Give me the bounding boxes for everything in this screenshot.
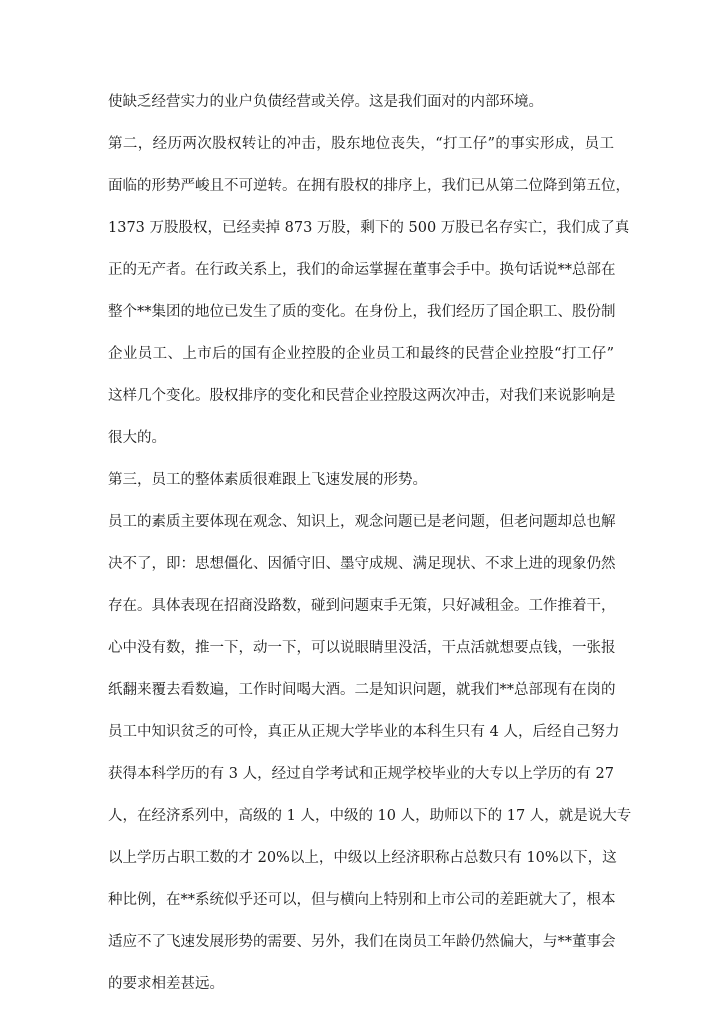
text-line: 纸翻来覆去看数遍，工作时间喝大酒。二是知识问题，就我们**总部现有在岗的 (108, 682, 616, 698)
text-line: 的要求相差甚远。 (108, 976, 224, 992)
text-line: 适应不了飞速发展形势的需要、另外，我们在岗员工年龄仍然偏大，与**董事会 (108, 934, 616, 950)
text-line: 第三，员工的整体素质很难跟上飞速发展的形势。 (108, 472, 427, 488)
text-line: 企业员工、上市后的国有企业控股的企业员工和最终的民营企业控股“打工仔” (108, 346, 614, 362)
text-line: 心中没有数，推一下，动一下，可以说眼睛里没活，干点活就想要点钱，一张报 (108, 640, 616, 656)
text-line: 存在。具体表现在招商没路数，碰到问题束手无策，只好减租金。工作推着干， (108, 598, 616, 614)
text-line: 整个**集团的地位已发生了质的变化。在身份上，我们经历了国企职工、股份制 (108, 304, 616, 320)
text-line: 员工的素质主要体现在观念、知识上，观念问题已是老问题，但老问题却总也解 (108, 514, 616, 530)
text-line: 获得本科学历的有 3 人，经过自学考试和正规学校毕业的大专以上学历的有 27 (108, 766, 614, 782)
text-line: 这样几个变化。股权排序的变化和民营企业控股这两次冲击，对我们来说影响是 (108, 388, 616, 404)
text-line: 决不了，即：思想僵化、因循守旧、墨守成规、满足现状、不求上进的现象仍然 (108, 556, 616, 572)
text-line: 人，在经济系列中，高级的 1 人，中级的 10 人，助师以下的 17 人，就是说大专 (108, 808, 632, 824)
text-line: 种比例，在**系统似乎还可以，但与横向上特别和上市公司的差距就大了，根本 (108, 892, 616, 908)
text-line: 员工中知识贫乏的可怜，真正从正规大学毕业的本科生只有 4 人，后经自己努力 (108, 724, 620, 740)
text-line: 正的无产者。在行政关系上，我们的命运掌握在董事会手中。换句话说**总部在 (108, 262, 616, 278)
text-line: 1373 万股股权，已经卖掉 873 万股，剩下的 500 万股已名存实亡，我们成了真 (108, 220, 630, 236)
text-line: 面临的形势严峻且不可逆转。在拥有股权的排序上，我们已从第二位降到第五位， (108, 178, 630, 194)
text-line: 第二，经历两次股权转让的冲击，股东地位丧失，“打工仔”的事实形成，员工 (108, 136, 614, 152)
text-line: 以上学历占职工数的才 20%以上，中级以上经济职称占总数只有 10%以下，这 (108, 850, 617, 866)
text-line: 很大的。 (108, 430, 166, 446)
text-line: 使缺乏经营实力的业户负债经营或关停。这是我们面对的内部环境。 (108, 94, 543, 110)
